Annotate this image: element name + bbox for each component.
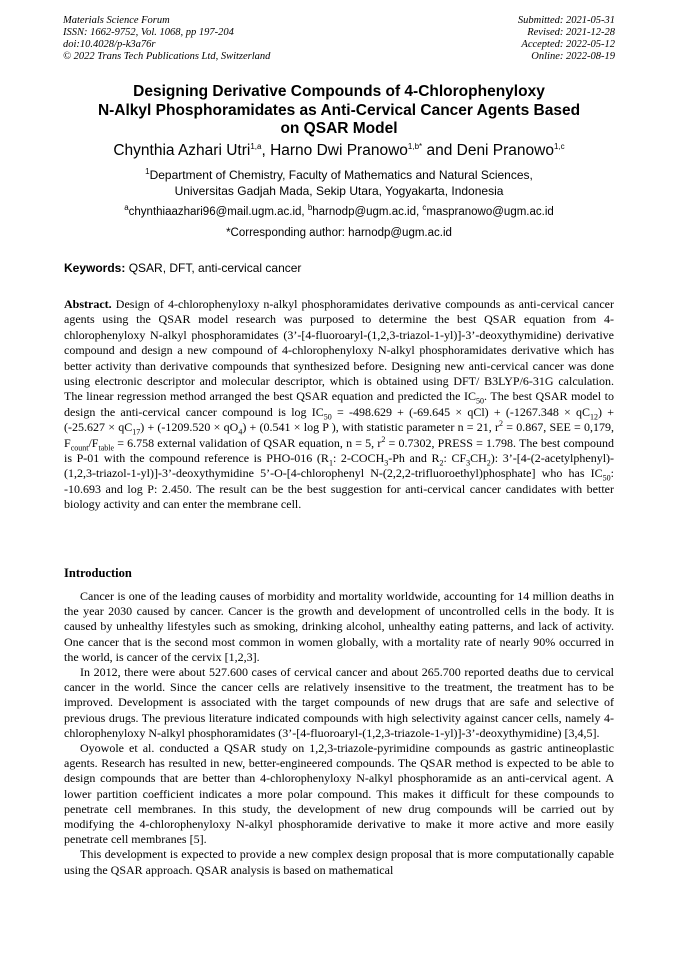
affiliation	[40, 167, 638, 199]
abstract-text: = 0.867, SEE = 0,179, F	[64, 420, 615, 450]
abstract-text: -Ph and R	[388, 451, 440, 466]
corresponding-author: *Corresponding author: harnodp@ugm.ac.id	[226, 227, 452, 239]
author-affil-mark: 1,b*	[407, 141, 423, 151]
subscript: 2	[439, 458, 444, 468]
affiliation-mark: 1	[145, 167, 150, 176]
subscript: 50	[476, 396, 485, 406]
superscript: 2	[381, 434, 386, 444]
email-link[interactable]: harnodp@ugm.ac.id	[312, 206, 417, 218]
accepted-date: Accepted: 2022-05-12	[521, 39, 615, 50]
subscript: count	[70, 443, 89, 453]
subscript: 12	[590, 412, 599, 422]
keywords	[64, 260, 301, 276]
email-link[interactable]: chynthiaazhari96@mail.ugm.ac.id	[128, 206, 302, 218]
copyright: © 2022 Trans Tech Publications Ltd, Switzerland	[63, 51, 271, 62]
author-affil-mark: 1,c	[553, 141, 565, 151]
title-line: N-Alkyl Phosphoramidates as Anti-Cervical Cancer Agents Based	[97, 101, 581, 119]
revised-date: Revised: 2021-12-28	[527, 27, 615, 38]
subscript: 3	[466, 458, 471, 468]
abstract	[64, 297, 614, 513]
subscript: 2	[486, 458, 491, 468]
dates-info	[518, 15, 615, 63]
paragraph: This development is expected to provide a new complex design proposal that is more computationally capable using the QSAR approach. QSAR analysis is based on mathematical	[64, 847, 614, 877]
title-line: on QSAR Model	[280, 120, 398, 137]
keywords-text: QSAR, DFT, anti-cervical cancer	[128, 261, 302, 275]
subscript: 50	[323, 412, 332, 422]
keywords-label: Keywords:	[64, 261, 126, 275]
affiliation-line: Universitas Gadjah Mada, Sekip Utara, Yogyakarta, Indonesia	[174, 184, 504, 198]
abstract-text: ) + (-25.627 × qC	[64, 404, 615, 435]
abstract-text: ) + (0.541 × log P ), with statistic parameter n = 21, r	[242, 420, 500, 435]
section-heading-introduction: Introduction	[64, 566, 132, 580]
author-affil-mark: 1,a	[250, 141, 262, 151]
journal-info	[63, 15, 270, 63]
introduction-body	[64, 589, 614, 878]
abstract-text: ): 3’-[4-(2-acetylphenyl)-(1,2,3-triazol-1-yl)]-3’-deoxythymidine 5’-O-[4-chlorophenyl N-(2,2,2-trifluoroethyl)phosphate] who has IC	[64, 451, 615, 481]
abstract-text: : -10.693 and log P: 2.450. The result can be the best suggestion for anti-cervical cancer candidates with better biology activity and can enter the membrane cell.	[64, 466, 614, 512]
subscript: 17	[132, 427, 141, 437]
subscript: table	[98, 443, 115, 453]
abstract-text: = 0.7302, PRESS = 1.798. The best compound is P-01 with the compound reference is PHO-016 (R	[64, 435, 614, 466]
paragraph: In 2012, there were about 527.600 cases of cervical cancer and about 265.700 reported deaths due to cervical cancer in the world. Since the cancer cells are relatively insensitive to the treatment, the treatment has to be improved. Development is associated with the target compounds of new drugs that are safe and selective of previous drugs. The previous literature indicated compounds with high selectivity against cancer cells, namely 4-chlorophenyloxy N-alkyl phosphoramidates (3’-[4-fluoroaryl-(1,2,3-triazole-1-yl)]-3’-deoxythymidine) [3,4,5].	[64, 665, 614, 740]
doi: doi:10.4028/p-k3a76r	[63, 39, 156, 50]
author-emails: $^a$chynthiaazhari96@mail.ugm.ac.id, $^b$harnodp@ugm.ac.id, $^c$maspranowo@ugm.ac.id	[124, 203, 554, 218]
subscript: 4	[238, 427, 243, 437]
title-line: Designing Derivative Compounds of 4-Chlorophenyloxy	[133, 83, 545, 100]
paragraph: Oyowole et al. conducted a QSAR study on 1,2,3-triazole-pyrimidine compounds as gastric antineoplastic agents. Research has resulted in new, better-engineered compounds. The QSAR method is expected to be able to design compounds that are better than 4-chlorophenyloxy N-alkyl phosphoramide as an anti-cervical agent. A lower partition coefficient indicates a more polar compound. This makes it difficult for these compounds to penetrate cell membranes. In this study, the development of new drug compounds will be carried out by modifying the 4-chlorophenyloxy N-alkyl phosphoramide derivative to make it more active and more easily penetrate cell membranes [5].	[64, 741, 614, 847]
abstract-text: . The best QSAR model to design the anti-cervical cancer compound is log IC	[64, 389, 614, 419]
author-name: Chynthia Azhari Utri	[113, 142, 251, 159]
issn-volume: ISSN: 1662-9752, Vol. 1068, pp 197-204	[63, 27, 234, 38]
superscript: 2	[499, 419, 504, 429]
abstract-text: = 6.758 external validation of QSAR equation, n = 5, r	[114, 435, 382, 450]
paper-title	[40, 83, 638, 139]
author-name: Harno Dwi Pranowo	[270, 142, 408, 159]
journal-name: Materials Science Forum	[63, 15, 170, 26]
abstract-text: : 2-COCH	[332, 451, 385, 466]
author-list: Chynthia Azhari Utri$^{1,a}$, Harno Dwi Pranowo$^{1,b*}$ and Deni Pranowo$^{1,c}$	[113, 141, 565, 159]
submitted-date: Submitted: 2021-05-31	[517, 15, 615, 26]
author-name: Deni Pranowo	[456, 142, 554, 159]
abstract-text: CH	[470, 451, 487, 466]
abstract-text: Design of 4-chlorophenyloxy n-alkyl phosphoramidates derivative compounds as anti-cervical cancer agents using the QSAR model research was purposed to determine the best QSAR equation from 4-chlorophenyloxy N-alkyl phosphoramidates (3’-[4-fluoroaryl-(1,2,3-triazol-1-yl)]-3’-deoxythymidine) derivative compound and design a new compound of 4-chlorophenyloxy N-alkyl phosphoramidates derivative which has better activity than derivative compounds that synthesized before. Designing new anti-cervical cancer was done using electronic descriptor and molecular descriptor, which is obtained using DFT/ B3LYP/6-31G calculation. The linear regression method arranged the best QSAR equation and predicted the IC	[64, 297, 614, 404]
subscript: 1	[328, 458, 333, 468]
abstract-label: Abstract.	[64, 297, 112, 311]
email-link[interactable]: maspranowo@ugm.ac.id	[426, 206, 554, 218]
affiliation-line: Department of Chemistry, Faculty of Mathematics and Natural Sciences,	[149, 168, 533, 182]
abstract-text: ) + (-1209.520 × qO	[140, 420, 239, 435]
abstract-text: /F	[88, 435, 99, 450]
paragraph: Cancer is one of the leading causes of morbidity and mortality worldwide, accounting for 14 million deaths in the year 2030 caused by cancer. Cancer is the growth and development of uncontrolled cells in the body. It is caused by unhealthy lifestyles such as smoking, drinking alcohol, unhealthy eating patterns, and lack of activity. One cancer that is the second most common in women globally, with a mortality rate of nearly 90% occurred in the world, is cancer of the cervix [1,2,3].	[64, 589, 614, 664]
abstract-text: : CF	[443, 451, 467, 466]
subscript: 50	[602, 473, 611, 483]
abstract-text: = -498.629 + (-69.645 × qCl) + (-1267.348 × qC	[331, 404, 591, 419]
online-date: Online: 2022-08-19	[531, 51, 615, 62]
subscript: 3	[384, 458, 389, 468]
